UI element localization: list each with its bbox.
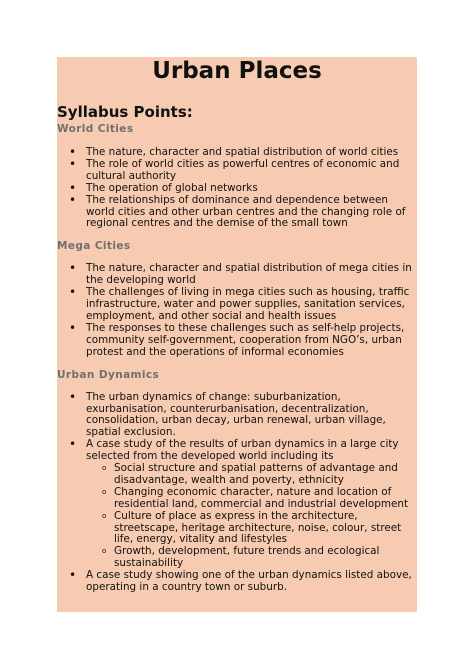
list-item: • A case study showing one of the urban dynamics listed above, operating in a country town or suburb. xyxy=(57,570,417,594)
list-item: • The role of world cities as powerful centres of economic and cultural authority xyxy=(57,159,417,183)
list-item: • The urban dynamics of change: suburbanization, exurbanisation, counterurbanisation, decentralization, consolidation, urban decay, urban renewal, urban village, spatial exclusion. xyxy=(57,392,417,440)
sublist-item: o Social structure and spatial patterns of advantage and disadvantage, wealth and poverty, ethnicity xyxy=(86,463,417,487)
page-title: Urban Places xyxy=(152,58,322,84)
mega-cities-list xyxy=(57,263,417,358)
list-item: • The relationships of dominance and dependence between world cities and other urban centres and the changing role of regional centres and the demise of the small town xyxy=(57,195,417,231)
section-heading-mega-cities: Mega Cities xyxy=(57,240,131,253)
list-item: • The nature, character and spatial distribution of mega cities in the developing world xyxy=(57,263,417,287)
section-heading-urban-dynamics: Urban Dynamics xyxy=(57,368,160,381)
sublist-item: o Growth, development, future trends and ecological sustainability xyxy=(86,546,417,570)
case-study-sublist xyxy=(86,463,417,570)
list-item: • The operation of global networks xyxy=(57,183,417,195)
document-body xyxy=(57,103,417,594)
section-heading-world-cities: World Cities xyxy=(57,123,134,135)
world-cities-list xyxy=(57,147,417,230)
list-item: • The nature, character and spatial distribution of world cities xyxy=(57,147,417,159)
list-item xyxy=(57,439,417,570)
syllabus-heading: Syllabus Points: xyxy=(57,103,193,121)
sublist-item: o Culture of place as express in the architecture, streetscape, heritage architecture, noise, colour, street life, energy, vitality and lifestyles xyxy=(86,511,417,547)
list-item: • The responses to these challenges such as self-help projects, community self-government, cooperation from NGO’s, urban protest and the operations of informal economies xyxy=(57,323,417,359)
sublist-item: o Changing economic character, nature and location of residential land, commercial and industrial development xyxy=(86,487,417,511)
list-item-text: A case study of the results of urban dynamics in a large city selected from the developed world including its xyxy=(86,438,399,463)
list-item: • The challenges of living in mega cities such as housing, traffic infrastructure, water and power supplies, sanitation services, employment, and other social and health issues xyxy=(57,287,417,323)
urban-dynamics-list xyxy=(57,392,417,594)
